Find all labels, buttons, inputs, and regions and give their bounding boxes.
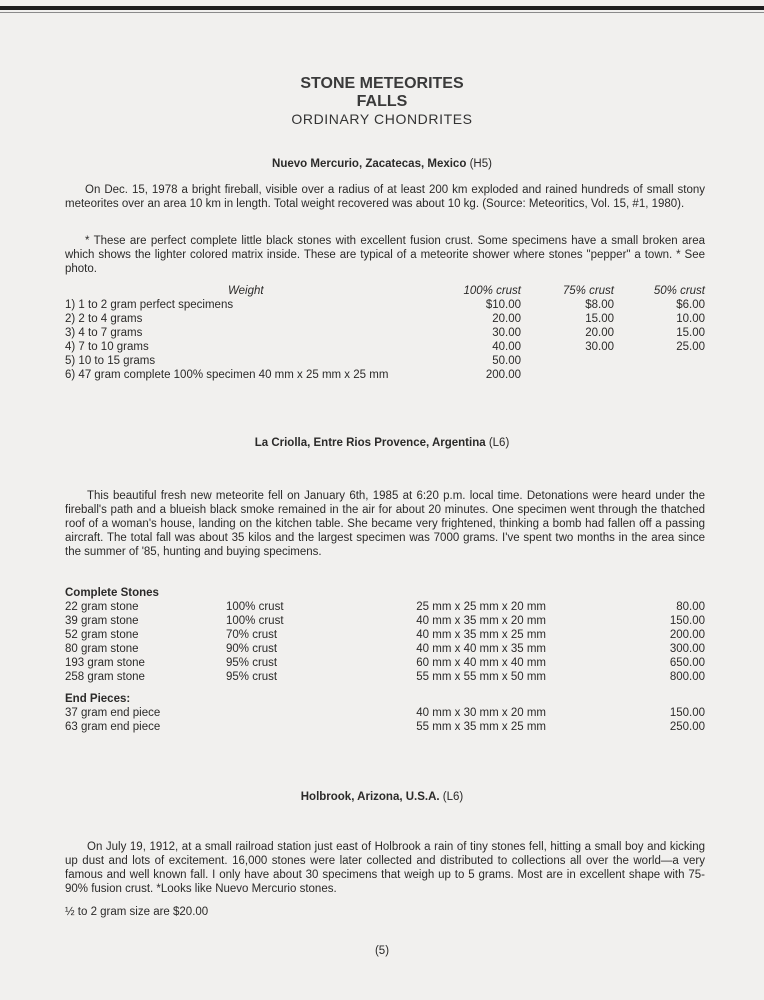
stone-crust: 95% crust bbox=[226, 657, 278, 669]
price-75-crust: 20.00 bbox=[585, 327, 614, 339]
section-paragraph: * These are perfect complete little black stones with excellent fusion crust. Some specimens have a small broken area which shows the lighter colored matrix inside. These are typical of a meteorite shower where stones "pepper" a town. * See photo. bbox=[65, 235, 705, 275]
meteorite-class: (H5) bbox=[469, 158, 492, 170]
page-number: (5) bbox=[374, 945, 390, 957]
column-header-weight: Weight bbox=[228, 285, 264, 297]
end-piece-weight: 63 gram end piece bbox=[65, 721, 161, 733]
page-subtitle-falls: FALLS bbox=[356, 93, 408, 110]
stone-crust: 100% crust bbox=[226, 601, 284, 613]
stone-weight: 80 gram stone bbox=[65, 643, 139, 655]
stone-price: 800.00 bbox=[669, 671, 705, 683]
section-paragraph: On Dec. 15, 1978 a bright fireball, visible over a radius of at least 200 km exploded and rained hundreds of small stony meteorites over an area 10 km in length. Total weight recovered was about 10 kg. (Source: Meteoritics, Vol. 15, #1, 1980). bbox=[65, 184, 705, 210]
stone-weight: 39 gram stone bbox=[65, 615, 139, 627]
price-row-item: 4) 7 to 10 grams bbox=[65, 341, 149, 353]
end-piece-price: 250.00 bbox=[669, 721, 705, 733]
section-heading-la-criolla bbox=[0, 437, 764, 449]
stone-price: 80.00 bbox=[676, 601, 705, 613]
meteorite-name: Nuevo Mercurio, Zacatecas, Mexico bbox=[272, 158, 467, 170]
end-pieces-heading: End Pieces: bbox=[65, 693, 131, 705]
price-row-item: 1) 1 to 2 gram perfect specimens bbox=[65, 299, 234, 311]
section-paragraph: On July 19, 1912, at a small railroad station just east of Holbrook a rain of tiny stones fell, hitting a small boy and kicking up dust and lots of excitement. 16,000 stones were later collected and distributed to collections all over the world—a very famous and well known fall. I only have about 30 specimens that weigh up to 5 grams. Most are in excellent shape with 75-90% fusion crust. *Looks like Nuevo Mercurio stones. bbox=[65, 841, 705, 895]
price-row-item: 2) 2 to 4 grams bbox=[65, 313, 143, 325]
stone-weight: 258 gram stone bbox=[65, 671, 145, 683]
price-50-crust: 25.00 bbox=[676, 341, 705, 353]
price-75-crust: 30.00 bbox=[585, 341, 614, 353]
section-paragraph: This beautiful fresh new meteorite fell on January 6th, 1985 at 6:20 p.m. local time. Detonations were heard under the fireball's path and a blueish black smoke remained in the air for about 20 minutes. One specimen went through the thatched roof of a woman's house, landing on the kitchen table. She became very frightened, thinking a bomb had fallen off a passing aircraft. The total fall was about 35 kilos and the largest specimen was 7000 grams. I've spent two months in the area since the summer of '85, hunting and buying specimens. bbox=[65, 490, 705, 558]
stone-dimensions: 60 mm x 40 mm x 40 mm bbox=[416, 657, 546, 669]
top-border-bar bbox=[0, 6, 764, 10]
stone-dimensions: 40 mm x 40 mm x 35 mm bbox=[416, 643, 546, 655]
page-title: STONE METEORITES bbox=[300, 75, 464, 92]
stone-crust: 95% crust bbox=[226, 671, 278, 683]
complete-stones-heading: Complete Stones bbox=[65, 587, 159, 599]
price-100-crust: 200.00 bbox=[485, 369, 521, 381]
meteorite-class: (L6) bbox=[442, 791, 464, 803]
section-heading-holbrook bbox=[0, 791, 764, 803]
end-piece-weight: 37 gram end piece bbox=[65, 707, 161, 719]
stone-dimensions: 40 mm x 35 mm x 20 mm bbox=[416, 615, 546, 627]
stone-crust: 90% crust bbox=[226, 643, 278, 655]
page-category: ORDINARY CHONDRITES bbox=[291, 111, 473, 127]
price-75-crust: 15.00 bbox=[585, 313, 614, 325]
stone-dimensions: 55 mm x 55 mm x 50 mm bbox=[416, 671, 546, 683]
stone-weight: 22 gram stone bbox=[65, 601, 139, 613]
end-piece-dimensions: 40 mm x 30 mm x 20 mm bbox=[416, 707, 546, 719]
price-row-item: 5) 10 to 15 grams bbox=[65, 355, 156, 367]
end-piece-price: 150.00 bbox=[669, 707, 705, 719]
stone-crust: 70% crust bbox=[226, 629, 278, 641]
top-border-line bbox=[0, 12, 764, 13]
price-100-crust: $10.00 bbox=[485, 299, 521, 311]
end-piece-dimensions: 55 mm x 35 mm x 25 mm bbox=[416, 721, 546, 733]
price-50-crust: $6.00 bbox=[676, 299, 705, 311]
stone-price: 150.00 bbox=[669, 615, 705, 627]
price-50-crust: 15.00 bbox=[676, 327, 705, 339]
price-50-crust: 10.00 bbox=[676, 313, 705, 325]
column-header-75-crust: 75% crust bbox=[562, 285, 614, 297]
price-100-crust: 40.00 bbox=[492, 341, 521, 353]
meteorite-name: La Criolla, Entre Rios Provence, Argentina bbox=[254, 437, 486, 449]
column-header-50-crust: 50% crust bbox=[653, 285, 705, 297]
price-row-item: 6) 47 gram complete 100% specimen 40 mm x 25 mm x 25 mm bbox=[65, 369, 389, 381]
stone-dimensions: 40 mm x 35 mm x 25 mm bbox=[416, 629, 546, 641]
stone-weight: 193 gram stone bbox=[65, 657, 145, 669]
holbrook-price-line: ½ to 2 gram size are $20.00 bbox=[65, 906, 209, 918]
meteorite-class: (L6) bbox=[488, 437, 510, 449]
stone-dimensions: 25 mm x 25 mm x 20 mm bbox=[416, 601, 546, 613]
meteorite-name: Holbrook, Arizona, U.S.A. bbox=[300, 791, 440, 803]
stone-price: 200.00 bbox=[669, 629, 705, 641]
price-row-item: 3) 4 to 7 grams bbox=[65, 327, 143, 339]
column-header-100-crust: 100% crust bbox=[463, 285, 521, 297]
price-100-crust: 20.00 bbox=[492, 313, 521, 325]
stone-price: 300.00 bbox=[669, 643, 705, 655]
section-heading-nuevo-mercurio bbox=[0, 158, 764, 170]
stone-weight: 52 gram stone bbox=[65, 629, 139, 641]
stone-crust: 100% crust bbox=[226, 615, 284, 627]
stone-price: 650.00 bbox=[669, 657, 705, 669]
price-75-crust: $8.00 bbox=[585, 299, 614, 311]
price-100-crust: 30.00 bbox=[492, 327, 521, 339]
price-100-crust: 50.00 bbox=[492, 355, 521, 367]
